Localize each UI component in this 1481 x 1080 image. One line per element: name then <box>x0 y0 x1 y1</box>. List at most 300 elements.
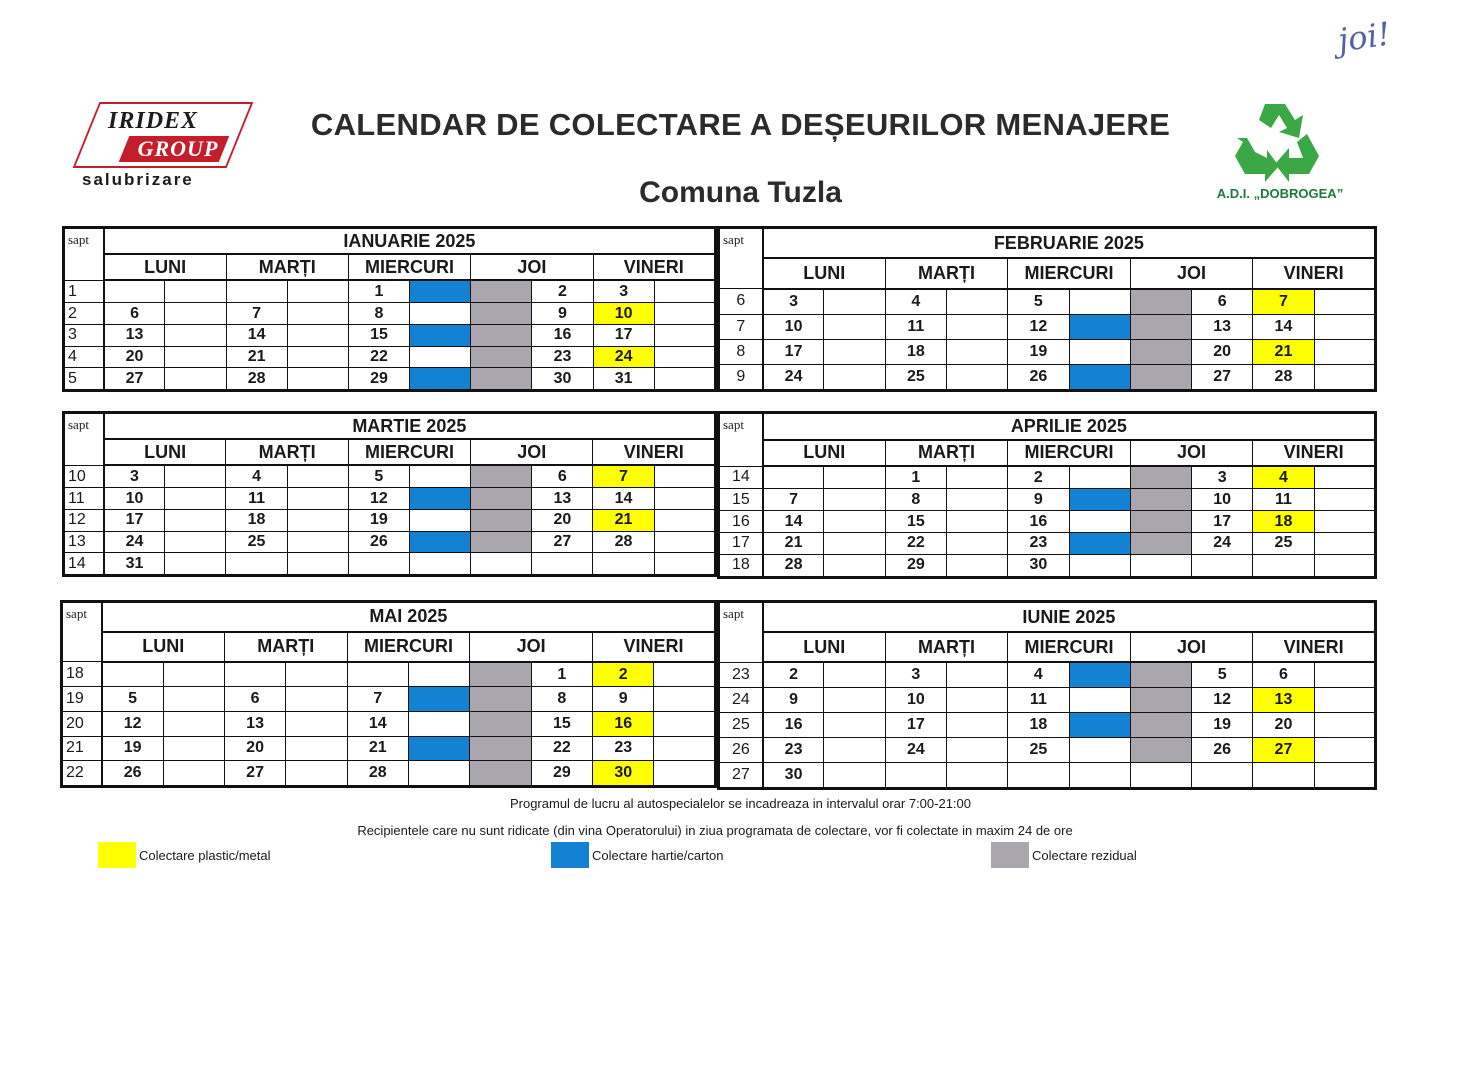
week-row <box>719 364 1376 390</box>
date-cell-miercuri: 7 <box>347 687 408 712</box>
month-name: FEBRUARIE 2025 <box>763 228 1376 259</box>
collection-mark-marti <box>946 662 1007 688</box>
date-cell-miercuri: 29 <box>348 368 409 391</box>
day-header-vineri: VINERI <box>593 254 715 280</box>
month-table-mai <box>60 600 717 788</box>
collection-mark-marti <box>287 509 348 531</box>
adi-label: A.D.I. „DOBROGEA” <box>1216 186 1344 201</box>
collection-mark-vineri <box>654 346 715 368</box>
date-cell-luni: 27 <box>104 368 165 391</box>
date-cell-vineri: 28 <box>1253 364 1314 390</box>
week-number: 16 <box>719 511 763 533</box>
day-header-joi: JOI <box>1130 440 1253 467</box>
collection-mark-joi <box>1130 662 1191 688</box>
day-header-joi: JOI <box>1130 632 1253 662</box>
date-cell-miercuri: 12 <box>1008 314 1069 339</box>
date-cell-joi: 8 <box>531 687 592 712</box>
handwritten-note: joi! <box>1335 14 1393 60</box>
week-row <box>719 339 1376 364</box>
week-number: 9 <box>719 364 763 390</box>
week-row <box>719 466 1376 489</box>
collection-mark-vineri <box>654 687 716 712</box>
collection-mark-vineri <box>654 761 716 787</box>
date-cell-marti: 24 <box>885 737 946 762</box>
date-cell-marti: 11 <box>885 314 946 339</box>
collection-mark-marti <box>946 713 1007 738</box>
collection-mark-luni <box>163 711 224 736</box>
date-cell-miercuri: 28 <box>347 761 408 787</box>
date-cell-vineri: 21 <box>593 509 654 531</box>
collection-mark-marti <box>287 368 348 391</box>
day-header-luni: LUNI <box>763 258 886 288</box>
date-cell-luni: 19 <box>102 736 163 761</box>
logo-text-group: GROUP <box>137 136 219 161</box>
date-cell-vineri: 14 <box>593 488 654 510</box>
collection-mark-joi <box>470 761 531 787</box>
month-title-row <box>62 602 716 632</box>
date-cell-vineri: 7 <box>593 465 654 487</box>
collection-mark-luni <box>824 289 885 315</box>
collection-mark-joi <box>471 346 532 368</box>
date-cell-joi: 15 <box>531 711 592 736</box>
day-header-luni: LUNI <box>104 254 226 280</box>
day-header-miercuri: MIERCURI <box>1008 440 1131 467</box>
date-cell-miercuri: 8 <box>348 303 409 325</box>
date-cell-joi <box>1192 762 1253 788</box>
sapt-header: sapt <box>719 228 763 289</box>
date-cell-miercuri: 5 <box>1008 289 1069 315</box>
collection-mark-vineri <box>1314 532 1375 554</box>
month-table-martie <box>62 411 717 577</box>
collection-mark-luni <box>165 465 226 487</box>
recycle-icon <box>1227 98 1327 183</box>
week-number: 17 <box>719 532 763 554</box>
date-cell-vineri: 11 <box>1253 489 1314 511</box>
week-number: 3 <box>64 324 104 346</box>
date-cell-joi: 5 <box>1192 662 1253 688</box>
week-row <box>64 465 716 487</box>
date-cell-marti <box>226 280 287 302</box>
week-number: 4 <box>64 346 104 368</box>
date-cell-marti: 15 <box>885 511 946 533</box>
collection-mark-miercuri <box>408 761 469 787</box>
collection-mark-miercuri <box>1069 532 1130 554</box>
day-header-vineri: VINERI <box>593 439 716 465</box>
collection-mark-vineri <box>654 509 715 531</box>
week-number: 13 <box>64 531 104 553</box>
collection-mark-marti <box>946 314 1007 339</box>
week-number: 14 <box>64 553 104 576</box>
week-row <box>719 713 1376 738</box>
date-cell-luni: 17 <box>104 509 165 531</box>
date-cell-joi: 10 <box>1192 489 1253 511</box>
month-table-ianuarie <box>62 226 717 392</box>
date-cell-marti: 18 <box>226 509 287 531</box>
collection-mark-luni <box>163 687 224 712</box>
date-cell-joi: 30 <box>532 368 593 391</box>
date-cell-luni <box>763 466 824 489</box>
collection-mark-luni <box>824 511 885 533</box>
date-cell-vineri: 21 <box>1253 339 1314 364</box>
date-cell-marti: 11 <box>226 488 287 510</box>
collection-mark-miercuri <box>408 711 469 736</box>
collection-mark-vineri <box>654 465 715 487</box>
month-title-row <box>64 413 716 440</box>
week-row <box>64 553 716 576</box>
date-cell-marti: 28 <box>226 368 287 391</box>
collection-mark-marti <box>286 662 347 687</box>
date-cell-luni: 17 <box>763 339 824 364</box>
date-cell-joi: 13 <box>1192 314 1253 339</box>
date-cell-luni: 21 <box>763 532 824 554</box>
day-header-vineri: VINERI <box>1253 440 1376 467</box>
collection-mark-miercuri <box>410 324 471 346</box>
week-row <box>719 289 1376 315</box>
collection-mark-vineri <box>1314 688 1375 713</box>
collection-mark-marti <box>946 489 1007 511</box>
date-cell-miercuri: 16 <box>1008 511 1069 533</box>
date-cell-miercuri <box>347 662 408 687</box>
day-header-joi: JOI <box>471 439 593 465</box>
sapt-header: sapt <box>62 602 102 662</box>
day-header-miercuri: MIERCURI <box>348 254 470 280</box>
collection-mark-miercuri <box>1069 289 1130 315</box>
date-cell-miercuri: 25 <box>1008 737 1069 762</box>
collection-mark-marti <box>946 762 1007 788</box>
collection-mark-miercuri <box>409 531 470 553</box>
day-header-marti: MARȚI <box>885 440 1008 467</box>
date-cell-miercuri: 14 <box>347 711 408 736</box>
day-header-luni: LUNI <box>763 632 886 662</box>
sapt-header: sapt <box>64 228 104 281</box>
collection-mark-marti <box>287 553 348 576</box>
date-cell-luni: 24 <box>763 364 824 390</box>
calendar-table <box>60 600 717 788</box>
date-cell-vineri: 3 <box>593 280 654 302</box>
date-cell-luni: 9 <box>763 688 824 713</box>
date-cell-joi: 20 <box>1192 339 1253 364</box>
date-cell-vineri <box>1253 554 1314 577</box>
date-cell-joi: 1 <box>531 662 592 687</box>
date-cell-marti <box>224 662 285 687</box>
date-cell-miercuri: 1 <box>348 280 409 302</box>
date-cell-luni: 10 <box>763 314 824 339</box>
week-number: 18 <box>719 554 763 577</box>
date-cell-vineri <box>1253 762 1314 788</box>
collection-mark-vineri <box>1314 762 1375 788</box>
date-cell-vineri: 14 <box>1253 314 1314 339</box>
date-cell-joi: 12 <box>1192 688 1253 713</box>
week-number: 10 <box>64 465 104 487</box>
day-header-vineri: VINERI <box>1253 258 1376 288</box>
week-number: 12 <box>64 509 104 531</box>
day-header-miercuri: MIERCURI <box>1008 632 1131 662</box>
date-cell-luni <box>104 280 165 302</box>
week-row <box>64 531 716 553</box>
month-name: IUNIE 2025 <box>763 602 1376 633</box>
date-cell-vineri: 6 <box>1253 662 1314 688</box>
collection-mark-miercuri <box>408 687 469 712</box>
day-header-joi: JOI <box>1130 258 1253 288</box>
date-cell-joi: 9 <box>532 303 593 325</box>
date-cell-luni: 3 <box>763 289 824 315</box>
collection-mark-joi <box>471 531 532 553</box>
day-names-row <box>719 632 1376 662</box>
date-cell-miercuri: 30 <box>1008 554 1069 577</box>
collection-mark-joi <box>470 736 531 761</box>
collection-mark-joi <box>1130 289 1191 315</box>
day-header-joi: JOI <box>471 254 593 280</box>
collection-mark-miercuri <box>1069 662 1130 688</box>
collection-mark-luni <box>165 368 226 391</box>
calendar-table <box>62 411 717 577</box>
date-cell-joi: 13 <box>532 488 593 510</box>
week-number: 8 <box>719 339 763 364</box>
legend-label: Colectare hartie/carton <box>592 848 724 863</box>
collection-mark-marti <box>946 554 1007 577</box>
collection-mark-luni <box>165 488 226 510</box>
collection-mark-miercuri <box>1069 554 1130 577</box>
date-cell-vineri: 17 <box>593 324 654 346</box>
logo-text-iridex: IRIDEX <box>108 108 199 134</box>
day-names-row <box>719 440 1376 467</box>
week-row <box>64 509 716 531</box>
date-cell-miercuri: 2 <box>1008 466 1069 489</box>
date-cell-vineri: 31 <box>593 368 654 391</box>
date-cell-joi: 29 <box>531 761 592 787</box>
month-title-row <box>64 228 716 255</box>
collection-mark-luni <box>165 509 226 531</box>
date-cell-joi: 6 <box>1192 289 1253 315</box>
collection-mark-miercuri <box>1069 511 1130 533</box>
collection-mark-marti <box>287 324 348 346</box>
date-cell-marti: 4 <box>885 289 946 315</box>
collection-mark-vineri <box>1314 289 1375 315</box>
date-cell-miercuri: 9 <box>1008 489 1069 511</box>
day-header-marti: MARȚI <box>226 254 348 280</box>
collection-mark-marti <box>287 280 348 302</box>
date-cell-marti: 10 <box>885 688 946 713</box>
collection-mark-joi <box>470 662 531 687</box>
date-cell-miercuri: 4 <box>1008 662 1069 688</box>
legend-label: Colectare rezidual <box>1032 848 1137 863</box>
collection-mark-marti <box>946 532 1007 554</box>
month-table-iunie <box>717 600 1377 790</box>
week-number: 11 <box>64 488 104 510</box>
month-name: MARTIE 2025 <box>104 413 716 440</box>
date-cell-miercuri: 18 <box>1008 713 1069 738</box>
date-cell-miercuri: 26 <box>348 531 409 553</box>
collection-mark-joi <box>471 553 532 576</box>
date-cell-miercuri: 5 <box>348 465 409 487</box>
day-names-row <box>64 254 716 280</box>
date-cell-vineri: 20 <box>1253 713 1314 738</box>
sapt-header: sapt <box>64 413 104 466</box>
week-row <box>719 737 1376 762</box>
day-header-miercuri: MIERCURI <box>348 439 470 465</box>
date-cell-marti: 13 <box>224 711 285 736</box>
collection-mark-joi <box>471 509 532 531</box>
collection-mark-marti <box>946 289 1007 315</box>
week-row <box>62 662 716 687</box>
collection-mark-joi <box>1130 511 1191 533</box>
date-cell-marti: 29 <box>885 554 946 577</box>
collection-mark-luni <box>824 466 885 489</box>
week-number: 20 <box>62 711 102 736</box>
month-table-aprilie <box>717 411 1377 579</box>
collection-mark-vineri <box>1314 737 1375 762</box>
date-cell-vineri: 16 <box>593 711 654 736</box>
day-header-joi: JOI <box>470 632 593 662</box>
date-cell-miercuri: 19 <box>348 509 409 531</box>
date-cell-luni: 31 <box>104 553 165 576</box>
collection-mark-miercuri <box>409 553 470 576</box>
date-cell-joi: 6 <box>532 465 593 487</box>
date-cell-luni: 6 <box>104 303 165 325</box>
day-header-miercuri: MIERCURI <box>1008 258 1131 288</box>
week-row <box>64 303 716 325</box>
collection-mark-luni <box>165 346 226 368</box>
collection-mark-vineri <box>1314 364 1375 390</box>
collection-mark-miercuri <box>409 509 470 531</box>
collection-mark-marti <box>286 736 347 761</box>
collection-mark-luni <box>824 554 885 577</box>
date-cell-marti: 7 <box>226 303 287 325</box>
date-cell-joi: 20 <box>532 509 593 531</box>
collection-mark-luni <box>824 532 885 554</box>
week-row <box>62 711 716 736</box>
collection-mark-miercuri <box>1069 713 1130 738</box>
collection-mark-marti <box>286 761 347 787</box>
collection-mark-joi <box>1130 532 1191 554</box>
date-cell-vineri: 24 <box>593 346 654 368</box>
collection-mark-luni <box>163 662 224 687</box>
collection-mark-vineri <box>654 531 715 553</box>
sapt-header: sapt <box>719 602 763 663</box>
collection-mark-vineri <box>1314 713 1375 738</box>
day-names-row <box>64 439 716 465</box>
date-cell-joi: 27 <box>1192 364 1253 390</box>
week-number: 2 <box>64 303 104 325</box>
collection-mark-vineri <box>654 303 715 325</box>
date-cell-vineri: 2 <box>593 662 654 687</box>
collection-mark-luni <box>165 280 226 302</box>
date-cell-luni: 26 <box>102 761 163 787</box>
week-number: 27 <box>719 762 763 788</box>
week-row <box>719 532 1376 554</box>
date-cell-vineri: 25 <box>1253 532 1314 554</box>
date-cell-vineri: 27 <box>1253 737 1314 762</box>
collection-mark-miercuri <box>410 368 471 391</box>
date-cell-marti <box>885 762 946 788</box>
collection-mark-luni <box>165 324 226 346</box>
week-row <box>64 324 716 346</box>
collection-mark-vineri <box>1314 489 1375 511</box>
week-row <box>719 554 1376 577</box>
date-cell-vineri: 9 <box>593 687 654 712</box>
date-cell-vineri: 13 <box>1253 688 1314 713</box>
collection-mark-luni <box>824 339 885 364</box>
week-number: 5 <box>64 368 104 391</box>
collection-mark-miercuri <box>410 346 471 368</box>
collection-mark-joi <box>1130 364 1191 390</box>
calendar-table <box>717 600 1377 790</box>
collection-mark-luni <box>824 364 885 390</box>
week-row <box>719 688 1376 713</box>
week-number: 18 <box>62 662 102 687</box>
collection-mark-vineri <box>654 368 715 391</box>
collection-mark-joi <box>1130 688 1191 713</box>
sapt-header: sapt <box>719 413 763 467</box>
date-cell-miercuri: 15 <box>348 324 409 346</box>
date-cell-miercuri: 12 <box>348 488 409 510</box>
collection-mark-miercuri <box>1069 762 1130 788</box>
day-header-luni: LUNI <box>104 439 226 465</box>
date-cell-luni: 24 <box>104 531 165 553</box>
collection-mark-luni <box>163 761 224 787</box>
date-cell-joi: 16 <box>532 324 593 346</box>
date-cell-vineri <box>593 553 654 576</box>
collection-mark-miercuri <box>408 662 469 687</box>
collection-mark-luni <box>824 662 885 688</box>
collection-mark-luni <box>824 713 885 738</box>
day-header-marti: MARȚI <box>885 632 1008 662</box>
day-header-marti: MARȚI <box>885 258 1008 288</box>
month-name: APRILIE 2025 <box>763 413 1376 440</box>
collection-mark-joi <box>1130 554 1191 577</box>
legend-swatch-grey <box>991 842 1029 868</box>
collection-mark-joi <box>1130 489 1191 511</box>
date-cell-luni: 14 <box>763 511 824 533</box>
collection-mark-marti <box>946 339 1007 364</box>
week-row <box>719 314 1376 339</box>
week-number: 19 <box>62 687 102 712</box>
calendar-table <box>62 226 717 392</box>
collection-mark-joi <box>471 488 532 510</box>
date-cell-miercuri <box>348 553 409 576</box>
date-cell-marti: 22 <box>885 532 946 554</box>
schedule-note: Programul de lucru al autospecialelor se incadreaza in intervalul orar 7:00-21:00 <box>509 796 972 811</box>
week-number: 26 <box>719 737 763 762</box>
date-cell-luni: 28 <box>763 554 824 577</box>
collection-mark-miercuri <box>408 736 469 761</box>
collection-mark-marti <box>286 687 347 712</box>
day-header-vineri: VINERI <box>593 632 716 662</box>
collection-mark-joi <box>1130 737 1191 762</box>
day-header-luni: LUNI <box>102 632 225 662</box>
page-title: CALENDAR DE COLECTARE A DEȘEURILOR MENAJERE <box>310 107 1171 142</box>
date-cell-vineri: 10 <box>593 303 654 325</box>
collection-mark-joi <box>1130 314 1191 339</box>
week-row <box>64 280 716 302</box>
date-cell-vineri: 4 <box>1253 466 1314 489</box>
collection-mark-vineri <box>654 280 715 302</box>
page-subtitle: Comuna Tuzla <box>639 176 842 209</box>
date-cell-marti: 1 <box>885 466 946 489</box>
collection-mark-marti <box>946 466 1007 489</box>
week-row <box>62 736 716 761</box>
week-number: 21 <box>62 736 102 761</box>
legend-label: Colectare plastic/metal <box>139 848 271 863</box>
collection-mark-vineri <box>1314 314 1375 339</box>
collection-mark-luni <box>824 314 885 339</box>
date-cell-miercuri: 11 <box>1008 688 1069 713</box>
month-title-row <box>719 602 1376 633</box>
collection-mark-miercuri <box>409 488 470 510</box>
week-row <box>719 489 1376 511</box>
logo-tagline: salubrizare <box>82 170 194 189</box>
week-row <box>64 346 716 368</box>
